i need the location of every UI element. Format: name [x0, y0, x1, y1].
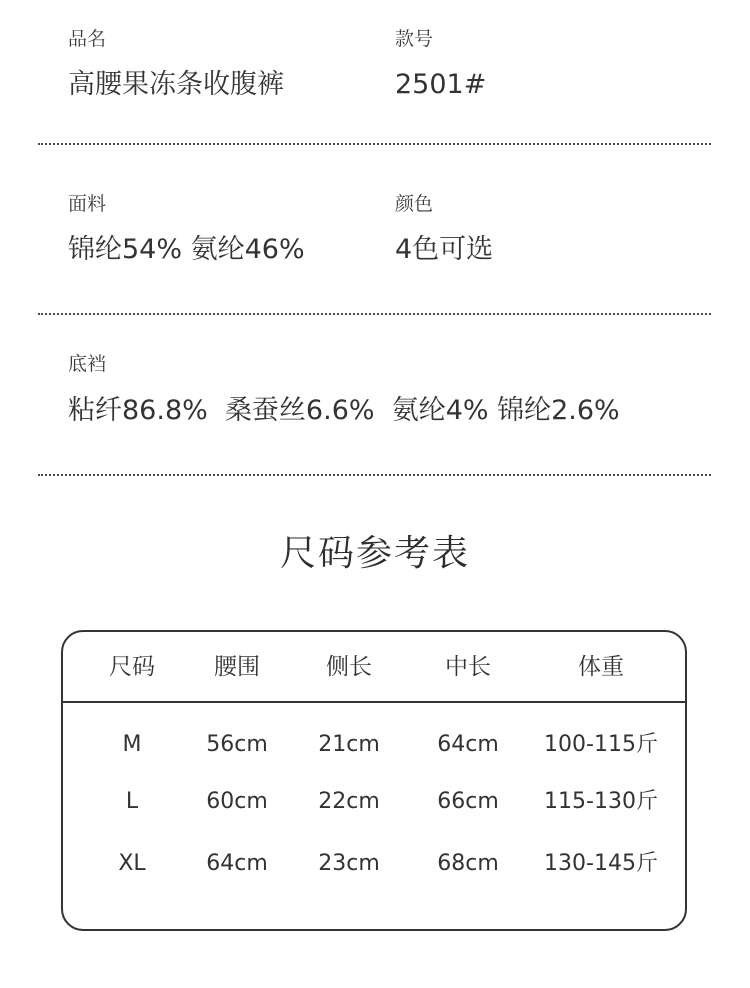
row-m-side-length: 21cm [318, 732, 380, 757]
fabric-value: 锦纶54% 氨纶46% [68, 234, 305, 265]
size-chart-table [61, 630, 687, 931]
fabric-label: 面料 [68, 193, 107, 215]
color-value: 4色可选 [395, 234, 494, 265]
row-xl-waist: 64cm [206, 851, 268, 876]
row-m-mid-length: 64cm [437, 732, 499, 757]
row-l-size: L [125, 789, 139, 814]
crotch-value: 粘纤86.8% 桑蚕丝6.6% 氨纶4% 锦纶2.6% [68, 395, 620, 426]
row-l-weight: 115-130斤 [544, 789, 658, 814]
header-weight: 体重 [578, 654, 624, 680]
header-size: 尺码 [109, 654, 155, 680]
divider-1 [38, 143, 711, 145]
row-m-weight: 100-115斤 [544, 732, 658, 757]
row-l-side-length: 22cm [318, 789, 380, 814]
product-name-value: 高腰果冻条收腹裤 [68, 69, 284, 100]
divider-2 [38, 313, 711, 315]
row-m-size: M [122, 732, 142, 757]
row-l-mid-length: 66cm [437, 789, 499, 814]
row-xl-size: XL [118, 851, 146, 876]
row-xl-weight: 130-145斤 [544, 851, 658, 876]
color-label: 颜色 [395, 193, 434, 215]
header-side-length: 侧长 [326, 654, 372, 680]
divider-3 [38, 474, 711, 476]
product-name-label: 品名 [68, 28, 107, 50]
header-mid-length: 中长 [445, 654, 491, 680]
row-xl-side-length: 23cm [318, 851, 380, 876]
style-number-value: 2501# [395, 69, 487, 100]
crotch-label: 底裆 [68, 353, 107, 375]
row-m-waist: 56cm [206, 732, 268, 757]
row-xl-mid-length: 68cm [437, 851, 499, 876]
header-waist: 腰围 [214, 654, 260, 680]
style-number-label: 款号 [395, 28, 434, 50]
row-l-waist: 60cm [206, 789, 268, 814]
table-header-divider [63, 701, 685, 703]
size-chart-title: 尺码参考表 [279, 533, 470, 574]
